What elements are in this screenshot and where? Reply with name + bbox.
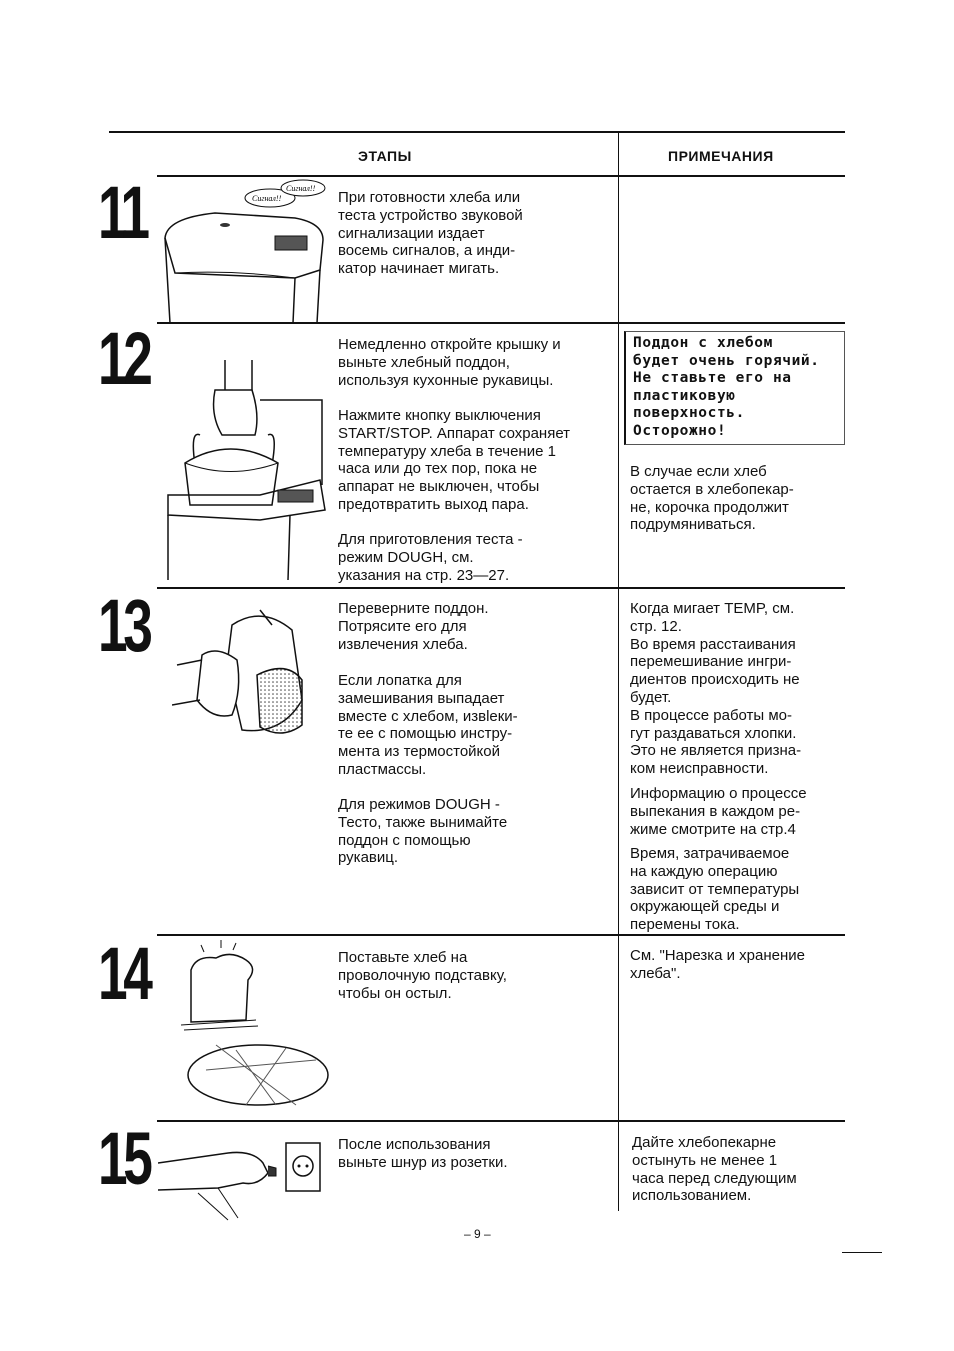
column-divider bbox=[618, 131, 619, 1211]
step-text: Переверните поддон. Потрясите его для извлечения хлеба. bbox=[338, 600, 489, 653]
note-text: Информацию о процессе выпекания в каждом ре- жиме смотрите на стр.4 bbox=[630, 785, 807, 838]
step-text: Для приготовления теста - режим DOUGH, см. указания на стр. 23—27. bbox=[338, 531, 523, 584]
table-top-rule bbox=[109, 131, 845, 133]
header-rule bbox=[157, 175, 845, 177]
bubble-label-2: Сигнал!! bbox=[286, 184, 316, 193]
step-text: После использования выньте шнур из розетки. bbox=[338, 1136, 508, 1171]
bread-on-cooling-rack-illustration bbox=[176, 940, 336, 1115]
column-header-steps: ЭТАПЫ bbox=[358, 148, 412, 164]
step-text: Если лопатка для замешивания выпадает вместе с хлебом, извleки- те ее с помощью инстру- мента из термостойкой пластмассы. bbox=[338, 672, 518, 778]
note-text: Дайте хлебопекарне остынуть не менее 1 часа перед следующим использованием. bbox=[632, 1134, 797, 1205]
note-text: В случае если хлеб остается в хлебопекар- не, корочка продолжит подрумяниваться. bbox=[630, 463, 794, 534]
bubble-label-1: Сигнал!! bbox=[252, 194, 282, 203]
step-number: 15 bbox=[98, 1117, 149, 1200]
warning-text: Поддон с хлебом будет очень горячий. Не ставьте его на пластиковую поверхность. Осторожно! bbox=[633, 335, 820, 439]
note-text: См. "Нарезка и хранение хлеба". bbox=[630, 947, 805, 982]
step-text: Нажмите кнопку выключения START/STOP. Аппарат сохраняет температуру хлеба в течение 1 часа или до тех пор, пока не аппарат не выключен, чтобы предотвратить выход пара. bbox=[338, 407, 571, 513]
row-rule-13 bbox=[157, 587, 845, 589]
step-number: 14 bbox=[98, 932, 149, 1015]
step-text: Для режимов DOUGH - Тесто, также вынимайте поддон с помощью рукавиц. bbox=[338, 796, 508, 867]
step-number: 12 bbox=[98, 317, 149, 400]
note-text: Время, затрачиваемое на каждую операцию зависит от температуры окружающей среды и перемены тока. bbox=[630, 845, 800, 934]
page-number: – 9 – bbox=[464, 1227, 491, 1241]
row-rule-15 bbox=[157, 1120, 845, 1122]
step-text: Поставьте хлеб на проволочную подставку, чтобы он остыл. bbox=[338, 949, 507, 1002]
unplugging-cord-illustration bbox=[158, 1138, 328, 1223]
step-number: 11 bbox=[98, 171, 146, 254]
removing-bread-pan-illustration bbox=[160, 355, 330, 585]
step-text: При готовности хлеба или теста устройство звуковой сигнализации издает восемь сигналов, а инди- катор начинает мигать. bbox=[338, 189, 523, 278]
step-number: 13 bbox=[98, 584, 149, 667]
bread-maker-beeping-illustration bbox=[155, 178, 330, 323]
step-text: Немедленно откройте крышку и выньте хлебный поддон, используя кухонные рукавицы. bbox=[338, 336, 561, 389]
corner-mark bbox=[842, 1252, 882, 1253]
row-rule-14 bbox=[157, 934, 845, 936]
note-text: Когда мигает TEMP, см. стр. 12. Во время расстаивания перемешивание ингри- диентов происходить не будет. В процессе работы мо- гут раздаваться хлопки. Это не является призна- ком неисправности. bbox=[630, 600, 802, 778]
shaking-out-bread-illustration bbox=[172, 605, 322, 745]
column-header-notes: ПРИМЕЧАНИЯ bbox=[668, 148, 774, 164]
